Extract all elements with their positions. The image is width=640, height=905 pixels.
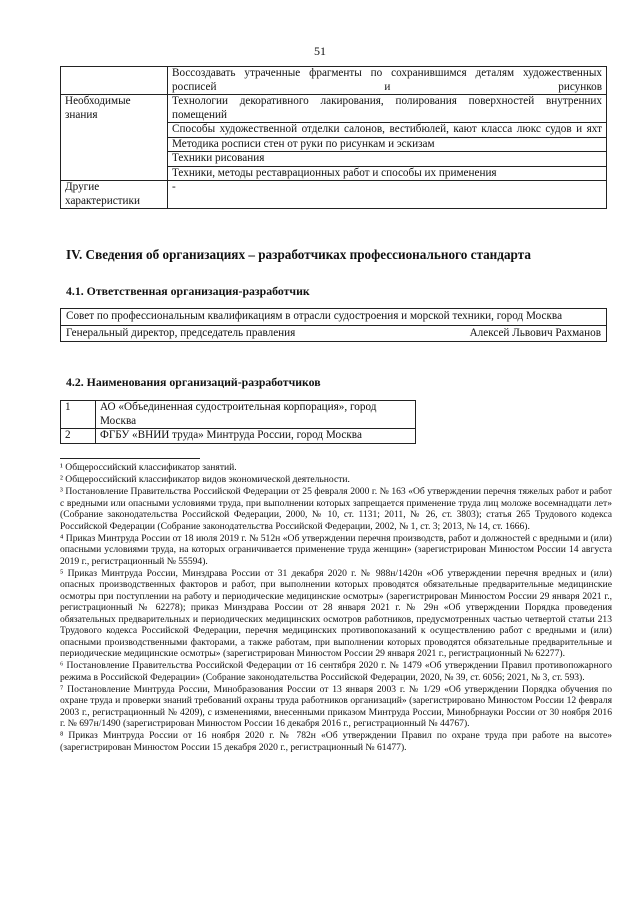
knowledge-label: Необходимые знания xyxy=(61,95,168,181)
skill-continued-cell: Воссоздавать утраченные фрагменты по сохранившимся деталям художественных росписей и рисунков xyxy=(168,67,607,95)
knowledge-item: Техники рисования xyxy=(168,152,607,167)
other-characteristics-label: Другие характеристики xyxy=(61,181,168,209)
knowledge-item: Техники, методы реставрационных работ и способы их применения xyxy=(168,166,607,181)
developer-name: АО «Объединенная судостроительная корпорация», город Москва xyxy=(96,401,416,429)
developers-table xyxy=(60,400,416,444)
responsible-org-table xyxy=(60,308,607,342)
table-row xyxy=(61,95,607,123)
table-row xyxy=(61,325,607,342)
responsible-heading: 4.1. Ответственная организация-разработчик xyxy=(66,284,310,298)
table-row xyxy=(61,181,607,209)
table-row xyxy=(61,67,607,95)
developer-number: 2 xyxy=(61,429,96,444)
table-row xyxy=(61,429,416,444)
footnote: ² Общероссийский классификатор видов экономической деятельности. xyxy=(60,474,350,485)
table-row xyxy=(61,401,416,429)
other-characteristics-value: - xyxy=(168,181,607,209)
director-title: Генеральный директор, председатель правления xyxy=(66,326,296,339)
developer-number: 1 xyxy=(61,401,96,429)
director-name: Алексей Львович Рахманов xyxy=(469,326,601,339)
section-title: IV. Сведения об организациях – разработчиках профессионального стандарта xyxy=(66,247,531,262)
developers-heading: 4.2. Наименования организаций-разработчиков xyxy=(66,375,321,389)
knowledge-item: Методика росписи стен от руки по рисункам и эскизам xyxy=(168,137,607,152)
footnotes xyxy=(60,462,612,754)
director-cell xyxy=(61,325,607,342)
footnote-divider xyxy=(60,458,200,459)
responsible-org-name: Совет по профессиональным квалификациям в отрасли судостроения и морской техники, город Москва xyxy=(61,309,607,326)
footnote: ¹ Общероссийский классификатор занятий. xyxy=(60,462,237,473)
competency-table xyxy=(60,66,607,209)
footnote: ⁵ Приказ Минтруда России, Минздрава России от 31 декабря 2020 г. № 988н/1420н «Об утверждении перечня вредных и (или) опасных производственных факторов и работ, при выполнении которых проводятся обязательные предварительные медицинские осмотры при поступлении на работу и периодические медицинские осмотры» (зарегистрирован Минюстом России 29 января 2021 г., регистрационный № 62278); приказ Минздрава России от 28 января 2021 г. № 29н «Об утверждении Порядка проведения обязательных предварительных и периодических медицинских осмотров работников, предусмотренных частью четвертой статьи 213 Трудового кодекса Российской Федерации, перечня медицинских противопоказаний к осуществлению работ с вредными и (или) опасными производственными факторами, а также работам, при выполнении которых проводятся обязательные предварительные и периодические медицинские осмотры» (зарегистрирован Минюстом России 29 января 2021 г., регистрационный № 62277). xyxy=(60,567,612,659)
footnote: ⁷ Постановление Минтруда России, Минобразования России от 13 января 2003 г. № 1/29 «Об утверждении Порядка обучения по охране труда и проверки знаний требований охраны труда работников организаций» (зарегистрировано Минюстом России 12 февраля 2003 г., регистрационный № 4209), с изменениями, внесенными приказом Минтруда России, Минобрнауки России от 30 ноября 2016 г. № 697н/1490 (зарегистрирован Минюстом России 16 декабря 2016 г., регистрационный № 44767). xyxy=(60,683,612,729)
empty-label-cell xyxy=(61,67,168,95)
knowledge-item: Способы художественной отделки салонов, вестибюлей, кают класса люкс судов и яхт xyxy=(168,123,607,138)
developer-name: ФГБУ «ВНИИ труда» Минтруда России, город Москва xyxy=(96,429,416,444)
footnote: ⁴ Приказ Минтруда России от 18 июля 2019 г. № 512н «Об утверждении перечня производств, работ и должностей с вредными и (или) опасными условиями труда, на которых ограничивается применение труда женщин» (зарегистрирован Минюстом России 14 августа 2019 г., регистрационный № 55594). xyxy=(60,532,612,567)
footnote: ⁸ Приказ Минтруда России от 16 ноября 2020 г. № 782н «Об утверждении Правил по охране труда при работе на высоте» (зарегистрирован Минюстом России 15 декабря 2020 г., регистрационный № 61477). xyxy=(60,730,612,753)
footnote: ³ Постановление Правительства Российской Федерации от 25 февраля 2000 г. № 163 «Об утверждении перечня тяжелых работ и работ с вредными или опасными условиями труда, при выполнении которых запрещается применение труда лиц моложе восемнадцати лет» (Собрание законодательства Российской Федерации, 2000, № 10, ст. 1131; 2011, № 26, ст. 3803); статья 265 Трудового кодекса Российской Федерации (Собрание законодательства Российской Федерации, 2002, № 1, ст. 3; 2013, № 14, ст. 1666). xyxy=(60,486,612,532)
footnote: ⁶ Постановление Правительства Российской Федерации от 16 сентября 2020 г. № 1479 «Об утверждении Правил противопожарного режима в Российской Федерации» (Собрание законодательства Российской Федерации, 2020, № 39, ст. 6056; 2021, № 3, ст. 593). xyxy=(60,660,612,683)
knowledge-item: Технологии декоративного лакирования, полирования поверхностей внутренних помещений xyxy=(168,95,607,123)
table-row xyxy=(61,309,607,326)
page-number: 51 xyxy=(314,44,326,58)
